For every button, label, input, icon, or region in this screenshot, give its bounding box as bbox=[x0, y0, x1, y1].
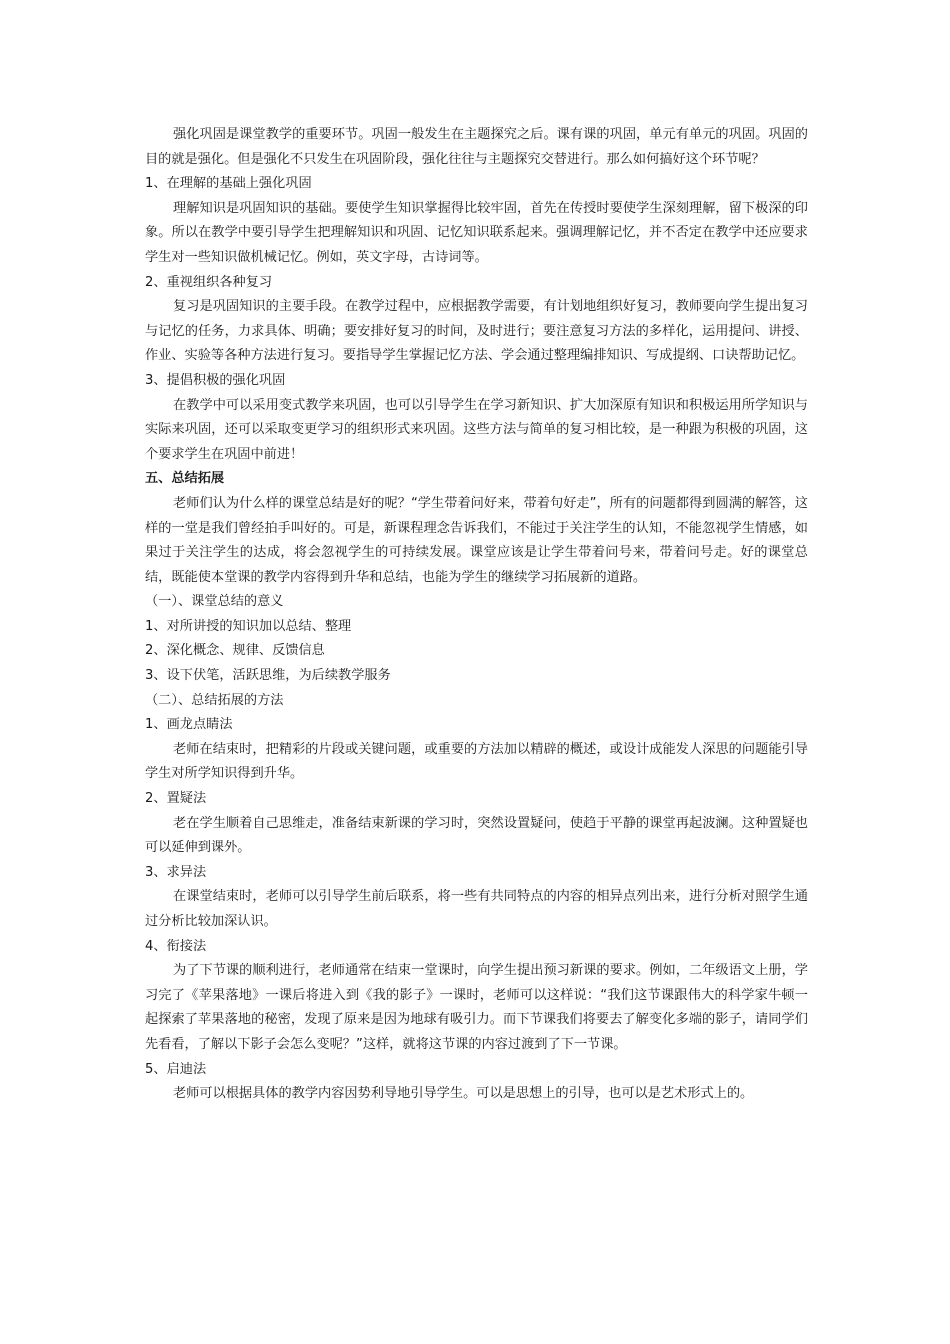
method-heading: 1、画龙点睛法 bbox=[145, 717, 233, 733]
subsection-heading: （一）、课堂总结的意义 bbox=[145, 594, 284, 610]
section-item-heading: 3、提倡积极的强化巩固 bbox=[145, 372, 286, 388]
section-item-heading: 2、重视组织各种复习 bbox=[145, 274, 273, 290]
list-item: 1、对所讲授的知识加以总结、整理 bbox=[145, 618, 352, 634]
method-heading: 3、求异法 bbox=[145, 864, 207, 880]
body-paragraph: 老在学生顺着自己思维走，准备结束新课的学习时，突然设置疑问，使趋于平静的课堂再起波澜。这种置疑也可以延伸到课外。 bbox=[145, 815, 808, 856]
body-paragraph: 强化巩固是课堂教学的重要环节。巩固一般发生在主题探究之后。课有课的巩固，单元有单元的巩固。巩固的目的就是强化。但是强化不只发生在巩固阶段，强化往往与主题探究交替进行。那么如何搞好这个环节呢？ bbox=[145, 127, 808, 167]
list-item: 2、深化概念、规律、反馈信息 bbox=[145, 643, 325, 659]
body-paragraph: 理解知识是巩固知识的基础。要使学生知识掌握得比较牢固，首先在传授时要使学生深刻理解，留下极深的印象。所以在教学中要引导学生把理解知识和巩固、记忆知识联系起来。强调理解记忆，并不否定在教学中还应要求学生对一些知识做机械记忆。例如，英文字母，古诗词等。 bbox=[145, 200, 808, 265]
method-heading: 2、置疑法 bbox=[145, 791, 207, 807]
body-paragraph: 在课堂结束时，老师可以引导学生前后联系，将一些有共同特点的内容的相异点列出来，进行分析对照学生通过分析比较加深认识。 bbox=[145, 889, 808, 929]
subsection-heading: （二）、总结拓展的方法 bbox=[145, 692, 284, 708]
section-heading: 五、总结拓展 bbox=[145, 471, 225, 487]
body-paragraph: 老师在结束时，把精彩的片段或关键问题，或重要的方法加以精辟的概述，或设计成能发人深思的问题能引导学生对所学知识得到升华。 bbox=[145, 741, 808, 782]
body-paragraph: 老师可以根据具体的教学内容因势利导地引导学生。可以是思想上的引导，也可以是艺术形式上的。 bbox=[173, 1086, 754, 1102]
method-heading: 4、衔接法 bbox=[145, 938, 207, 954]
section-item-heading: 1、在理解的基础上强化巩固 bbox=[145, 176, 312, 192]
list-item: 3、设下伏笔，活跃思维，为后续教学服务 bbox=[145, 668, 391, 684]
body-paragraph: 复习是巩固知识的主要手段。在教学过程中，应根据教学需要，有计划地组织好复习，教师要向学生提出复习与记忆的任务，力求具体、明确；要安排好复习的时间，及时进行；要注意复习方法的多样化，运用提问、讲授、作业、实验等各种方法进行复习。要指导学生掌握记忆方法、学会通过整理编排知识、写成提纲、口诀帮助记忆。 bbox=[145, 299, 808, 364]
body-paragraph: 为了下节课的顺利进行，老师通常在结束一堂课时，向学生提出预习新课的要求。例如，二年级语文上册，学习完了《苹果落地》一课后将进入到《我的影子》一课时，老师可以这样说：“我们这节课跟伟大的科学家牛顿一起探索了苹果落地的秘密，发现了原来是因为地球有吸引力。而下节课我们将要去了解变化多端的影子，请同学们先看看，了解以下影子会怎么变呢？”这样，就将这节课的内容过渡到了下一节课。 bbox=[145, 963, 808, 1052]
method-heading: 5、启迪法 bbox=[145, 1061, 207, 1077]
document-body bbox=[145, 123, 808, 1107]
body-paragraph: 老师们认为什么样的课堂总结是好的呢？“学生带着问好来，带着句好走”，所有的问题都得到圆满的解答，这样的一堂是我们曾经拍手叫好的。可是，新课程理念告诉我们，不能过于关注学生的认知，不能忽视学生情感，如果过于关注学生的达成，将会忽视学生的可持续发展。课堂应该是让学生带着问号来，带着问号走。好的课堂总结，既能使本堂课的教学内容得到升华和总结，也能为学生的继续学习拓展新的道路。 bbox=[145, 495, 808, 585]
body-paragraph: 在教学中可以采用变式教学来巩固，也可以引导学生在学习新知识、扩大加深原有知识和积极运用所学知识与实际来巩固，还可以采取变更学习的组织形式来巩固。这些方法与简单的复习相比较，是一种跟为积极的巩固，这个要求学生在巩固中前进！ bbox=[145, 397, 808, 462]
